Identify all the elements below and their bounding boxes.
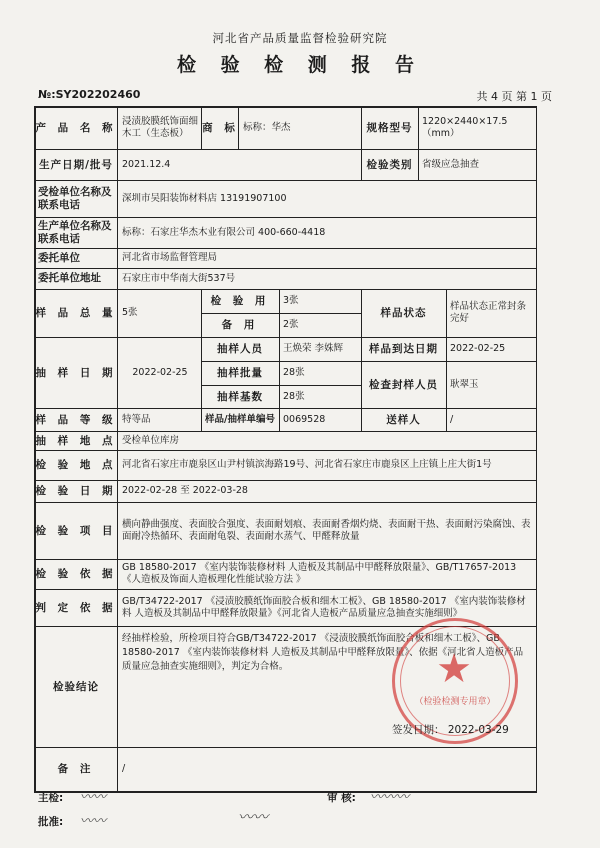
sampling-date: 2022-02-25 bbox=[132, 366, 188, 378]
test-use-label: 检 验 用 bbox=[210, 295, 270, 307]
producer: 标称：石家庄华杰木业有限公司 400-660-4418 bbox=[122, 226, 326, 238]
review-label: 审 核: bbox=[327, 792, 356, 804]
client: 河北省市场监督管理局 bbox=[122, 252, 218, 263]
inspected-unit-label: 受检单位名称及联系电话 bbox=[38, 185, 112, 211]
grade: 特等品 bbox=[122, 413, 151, 425]
remarks: / bbox=[122, 763, 126, 774]
spare: 2张 bbox=[283, 319, 299, 330]
test-items-label: 检 验 项 目 bbox=[35, 524, 117, 537]
conclusion-label: 检验结论 bbox=[53, 680, 99, 693]
grade-label: 样 品 等 级 bbox=[35, 413, 117, 426]
remarks-label: 备 注 bbox=[57, 763, 95, 775]
base-label: 抽样基数 bbox=[217, 390, 263, 403]
sample-state: 样品状态正常封条完好 bbox=[450, 301, 527, 324]
sampling-place-label: 抽 样 地 点 bbox=[35, 434, 117, 447]
test-items: 横向静曲强度、表面胶合强度、表面耐划痕、表面耐香烟灼烧、表面耐干热、表面耐污染腐蚀、表面耐冷热循环、表面耐龟裂、表面耐水蒸气、甲醛释放量 bbox=[122, 518, 531, 542]
arrival-date-label: 样品到达日期 bbox=[369, 343, 438, 355]
seal-check: 耿翠玉 bbox=[450, 378, 479, 390]
inspected-unit: 深圳市吴阳装饰材料店 13191907100 bbox=[122, 192, 287, 204]
approver-signature: 〰〰 bbox=[80, 814, 107, 829]
sample-total: 5张 bbox=[122, 307, 138, 318]
conclusion-text: 经抽样检验，所检项目符合GB/T34722-2017 《浸渍胶膜纸饰面胶合板和细木工板》、GB 18580-2017 《室内装饰装修材料 人造板及其制品中甲醛释放限量》、依据《河北省人造板产品质量应急抽查实施细则》，判定为合格。 bbox=[122, 633, 524, 672]
client-address-label: 委托单位地址 bbox=[38, 272, 101, 284]
inspection-type-label: 检验类别 bbox=[366, 158, 413, 171]
batch: 28张 bbox=[283, 367, 305, 378]
test-date: 2022-02-28 至 2022-03-28 bbox=[122, 485, 248, 496]
issue-date: 签发日期： 2022-03-29 bbox=[392, 724, 509, 736]
inspection-type: 省级应急抽查 bbox=[422, 158, 480, 170]
production-date: 2021.12.4 bbox=[122, 158, 171, 170]
test-basis-label: 检 验 依 据 bbox=[35, 568, 117, 580]
sender: / bbox=[450, 413, 454, 425]
spec-value: 1220×2440×17.5（mm） bbox=[422, 115, 508, 139]
extra-signature: 〰〰 bbox=[238, 808, 269, 826]
chief-inspector-label: 主检: bbox=[38, 792, 64, 804]
sample-state-label: 样品状态 bbox=[380, 307, 427, 319]
sender-label: 送样人 bbox=[386, 413, 421, 426]
report-number: №:SY202202460 bbox=[38, 88, 141, 101]
test-use: 3张 bbox=[283, 295, 299, 306]
chief-inspector-signature: 〰〰 bbox=[80, 790, 107, 805]
spec-label: 规格型号 bbox=[366, 121, 413, 134]
product-name: 浸渍胶膜纸饰面细木工（生态板） bbox=[122, 115, 199, 139]
sample-total-label: 样 品 总 量 bbox=[35, 307, 117, 319]
base: 28张 bbox=[283, 390, 305, 402]
trademark-label: 商 标 bbox=[202, 121, 239, 134]
page-count: 共 4 页 第 1 页 bbox=[476, 90, 552, 103]
test-basis: GB 18580-2017 《室内装饰装修材料 人造板及其制品中甲醛释放限量》、GB/T17657-2013 《人造板及饰面人造板理化性能试验方法 》 bbox=[122, 562, 517, 585]
client-address: 石家庄市中华南大街537号 bbox=[122, 272, 236, 284]
batch-label: 抽样批量 bbox=[217, 367, 263, 379]
organization-name: 河北省产品质量监督检验研究院 bbox=[212, 31, 388, 45]
test-place-label: 检 验 地 点 bbox=[35, 459, 117, 471]
client-label: 委托单位 bbox=[38, 251, 80, 264]
sampling-date-label: 抽 样 日 期 bbox=[35, 366, 117, 379]
test-place: 河北省石家庄市鹿泉区山尹村镇滨海路19号、河北省石家庄市鹿泉区上庄镇上庄大街1号 bbox=[122, 459, 492, 470]
sampling-place: 受检单位库房 bbox=[122, 434, 180, 446]
report-title: 检 验 检 测 报 告 bbox=[176, 54, 424, 76]
stamp-label: （检验检测专用章） bbox=[414, 697, 496, 707]
sampler-label: 抽样人员 bbox=[217, 343, 263, 355]
reviewer-signature: 〰〰〰 bbox=[370, 790, 410, 805]
sampler: 王焕荣 李姝辉 bbox=[283, 343, 344, 354]
product-name-label: 产 品 名 称 bbox=[35, 121, 117, 134]
judge-basis-label: 判 定 依 据 bbox=[35, 601, 117, 614]
approve-label: 批准: bbox=[38, 816, 64, 828]
seal-check-label: 检查封样人员 bbox=[369, 378, 438, 391]
arrival-date: 2022-02-25 bbox=[450, 343, 506, 354]
producer-label: 生产单位名称及联系电话 bbox=[38, 219, 112, 245]
test-date-label: 检 验 日 期 bbox=[35, 485, 117, 497]
sample-no-label: 样品/抽样单编号 bbox=[205, 413, 275, 425]
trademark: 标称：华杰 bbox=[243, 121, 291, 133]
spare-label: 备 用 bbox=[221, 319, 259, 331]
sample-no: 0069528 bbox=[283, 413, 326, 425]
production-date-label: 生产日期/批号 bbox=[39, 158, 113, 171]
judge-basis: GB/T34722-2017 《浸渍胶膜纸饰面胶合板和细木工板》、GB 18580-2017 《室内装饰装修材料 人造板及其制品中甲醛释放限量》《河北省人造板产品质量应急抽查实施细则》 bbox=[122, 595, 526, 619]
seal-star-icon: ★ bbox=[436, 646, 472, 692]
